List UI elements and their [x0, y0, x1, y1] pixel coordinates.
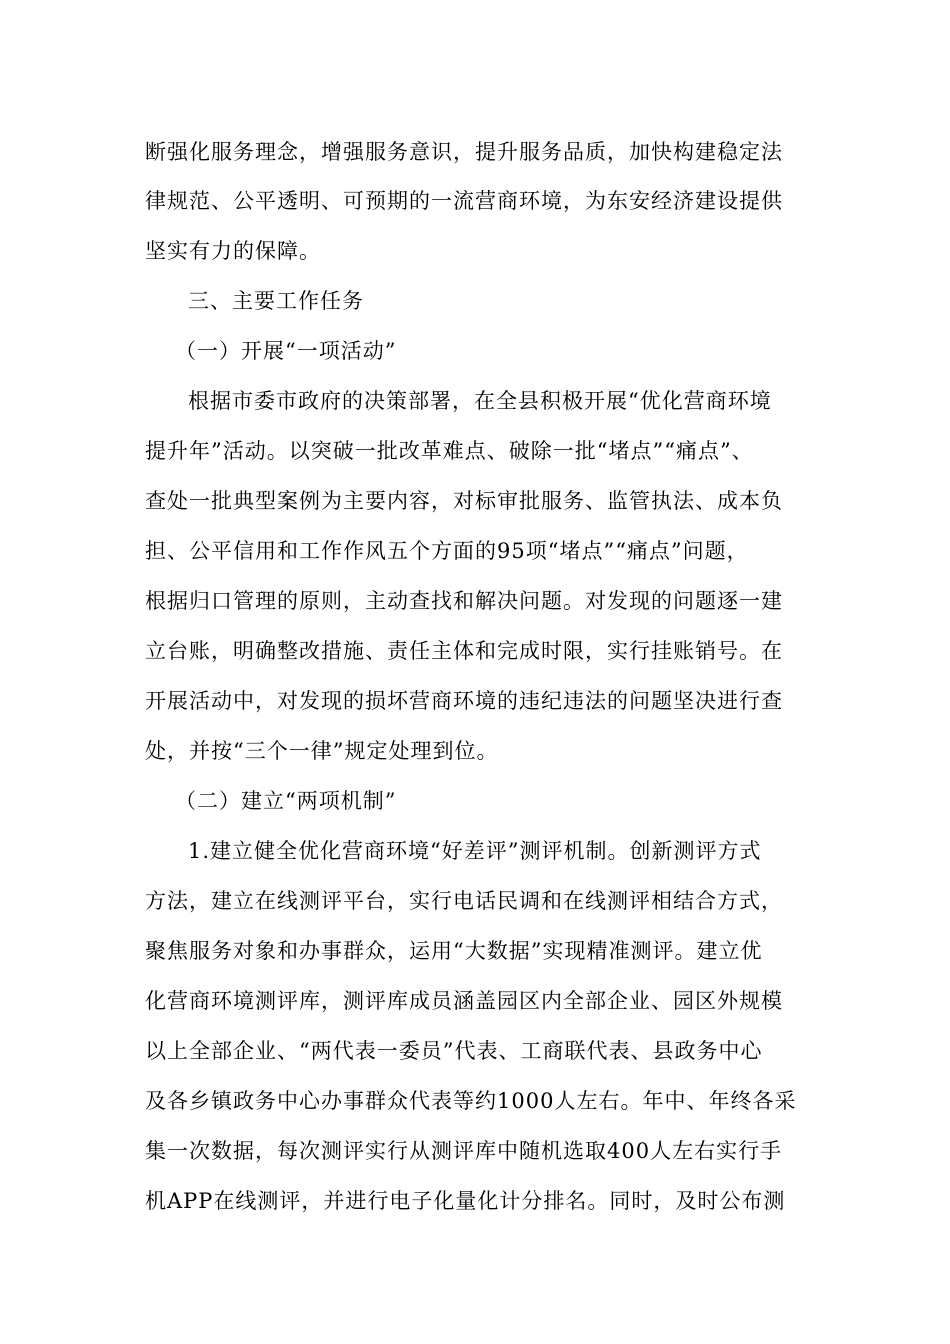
paragraph-line: 根据归口管理的原则，主动查找和解决问题。对发现的问题逐一建: [145, 589, 783, 613]
paragraph-line: 集一次数据，每次测评实行从测评库中随机选取400人左右实行手: [145, 1139, 783, 1163]
paragraph-line: 坚实有力的保障。: [145, 239, 321, 263]
paragraph-line: 立台账，明确整改措施、责任主体和完成时限，实行挂账销号。在: [145, 639, 783, 663]
paragraph-line: 处，并按“三个一律”规定处理到位。: [145, 739, 499, 763]
paragraph-line: 机APP在线测评，并进行电子化量化计分排名。同时，及时公布测: [145, 1189, 786, 1213]
paragraph-line: 开展活动中，对发现的损坏营商环境的违纪违法的问题坚决进行查: [145, 689, 783, 713]
paragraph-line: 根据市委市政府的决策部署，在全县积极开展“优化营商环境: [188, 389, 772, 413]
subsection-heading: （一）开展“一项活动”: [175, 339, 397, 363]
subsection-heading: （二）建立“两项机制”: [175, 789, 397, 813]
section-heading: 三、主要工作任务: [188, 289, 364, 313]
paragraph-line: 查处一批典型案例为主要内容，对标审批服务、监管执法、成本负: [145, 489, 783, 513]
paragraph-line: 及各乡镇政务中心办事群众代表等约1000人左右。年中、年终各采: [145, 1089, 797, 1113]
paragraph-line: 聚焦服务对象和办事群众，运用“大数据”实现精准测评。建立优: [145, 939, 763, 963]
paragraph-line: 提升年”活动。以突破一批改革难点、破除一批“堵点”“痛点”、: [145, 439, 754, 463]
paragraph-line: 化营商环境测评库，测评库成员涵盖园区内全部企业、园区外规模: [145, 989, 783, 1013]
paragraph-line: 以上全部企业、“两代表一委员”代表、工商联代表、县政务中心: [145, 1039, 763, 1063]
paragraph-line: 断强化服务理念，增强服务意识，提升服务品质，加快构建稳定法: [145, 140, 783, 164]
paragraph-line: 方法，建立在线测评平台，实行电话民调和在线测评相结合方式，: [145, 889, 783, 913]
paragraph-line: 1.建立健全优化营商环境“好差评”测评机制。创新测评方式: [188, 839, 762, 863]
paragraph-line: 担、公平信用和工作作风五个方面的95项“堵点”“痛点”问题，: [145, 539, 749, 563]
paragraph-line: 律规范、公平透明、可预期的一流营商环境，为东安经济建设提供: [145, 189, 783, 213]
